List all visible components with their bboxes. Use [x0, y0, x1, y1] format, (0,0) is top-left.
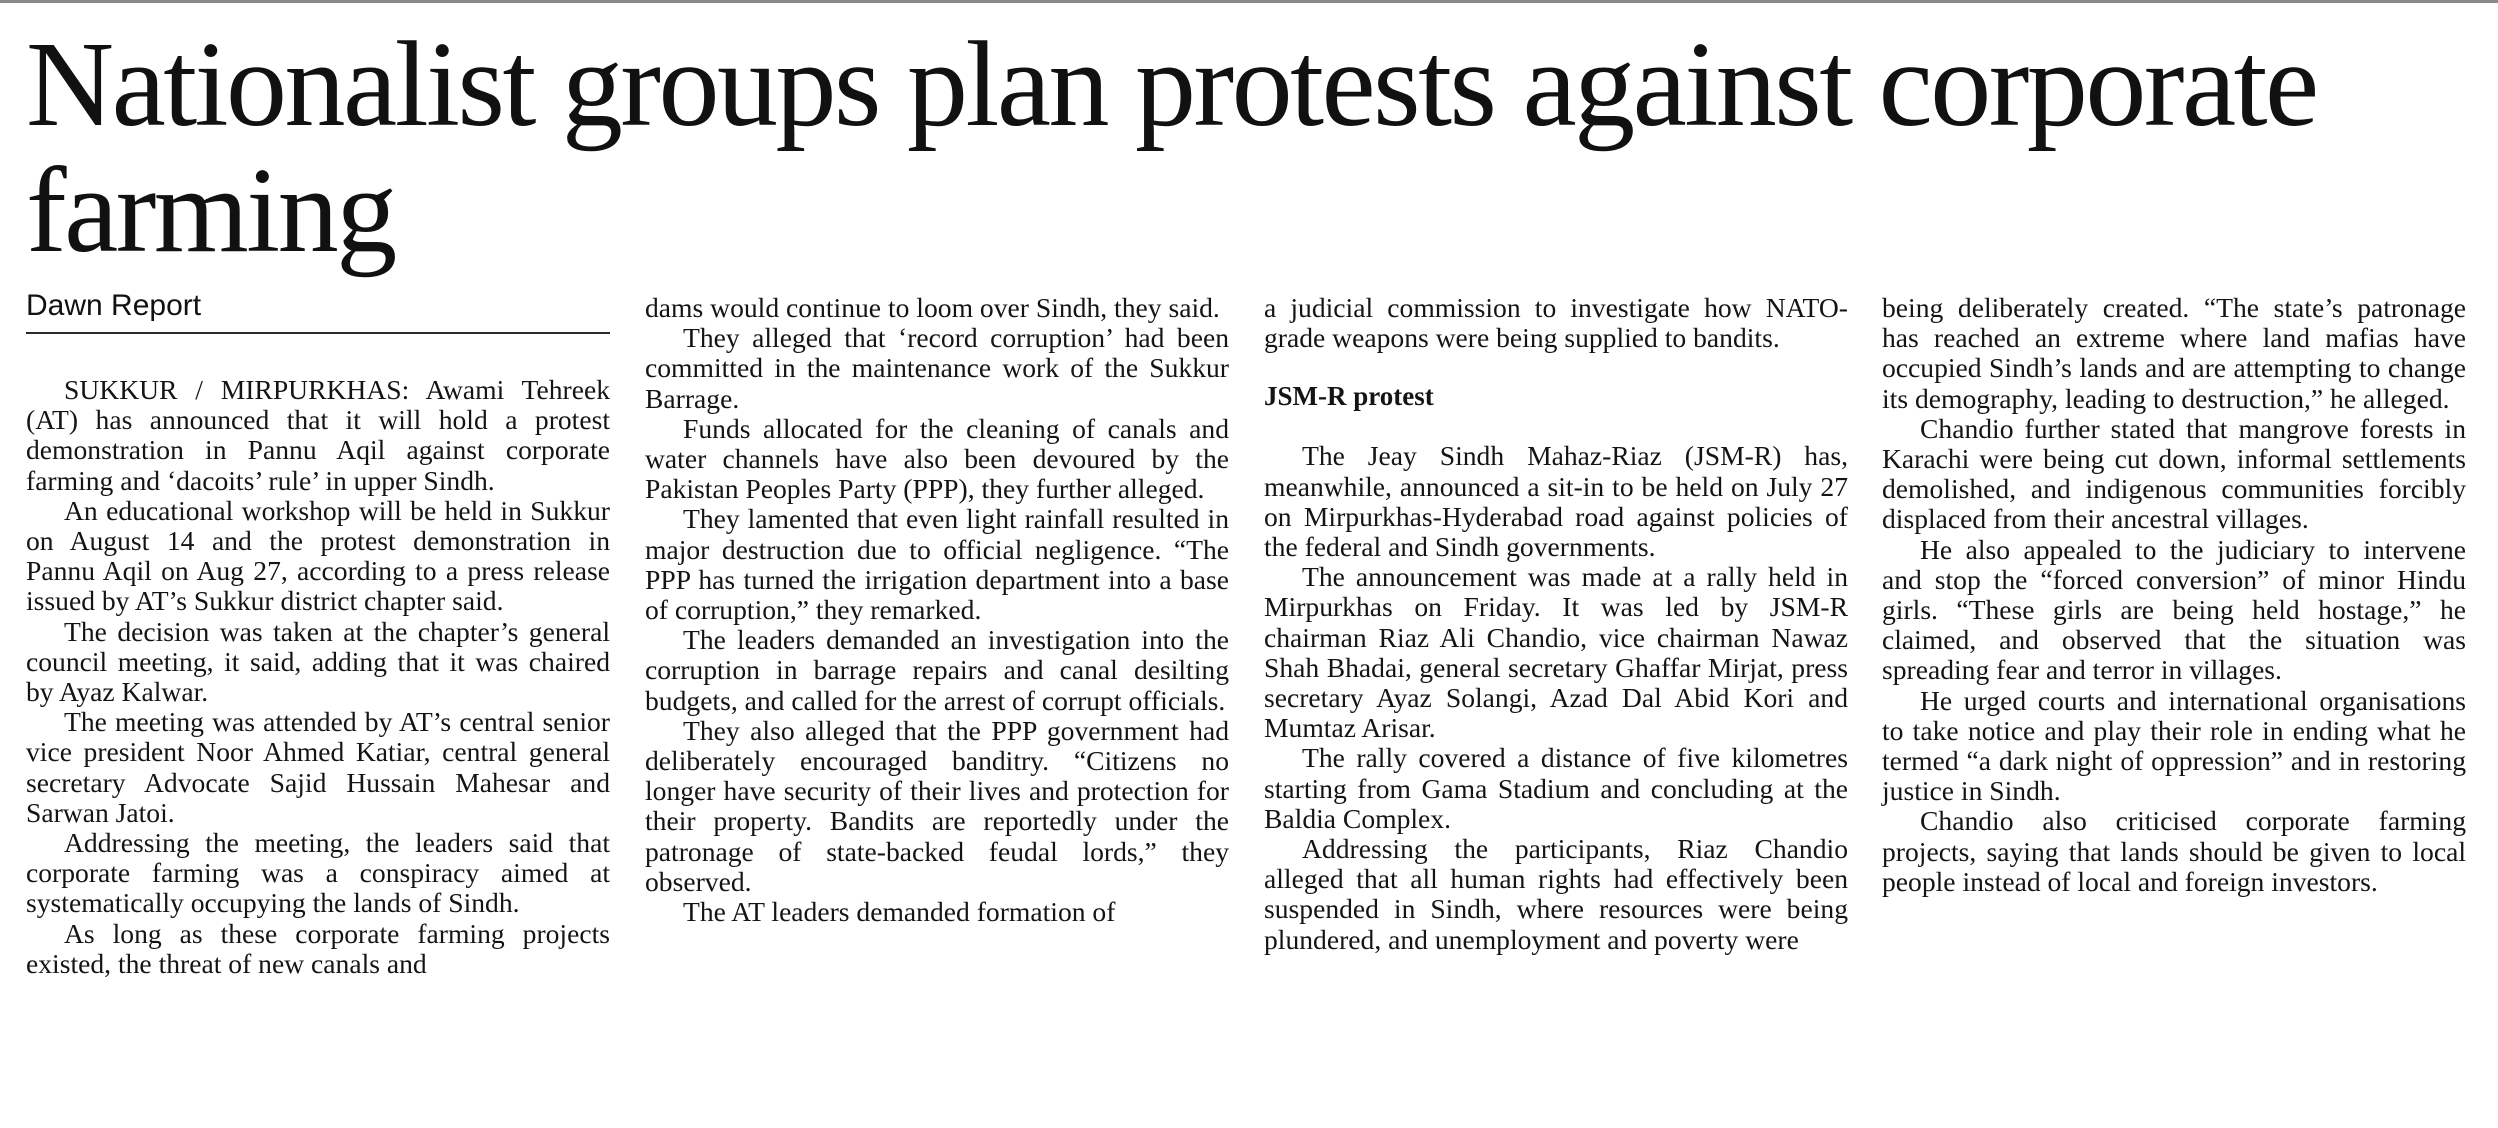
headline: Nationalist groups plan protests against corporate farming — [26, 17, 2317, 278]
paragraph: The rally covered a distance of five kilometres starting from Gama Stadium and concluding at the Baldia Complex. — [1264, 742, 1848, 834]
paragraph: SUKKUR / MIRPURKHAS: Awami Tehreek (AT) has announced that it will hold a protest demonstration in Pannu Aqil against corporate farming and ‘dacoits’ rule’ in upper Sindh. — [26, 374, 610, 496]
paragraph: Chandio further stated that mangrove forests in Karachi were being cut down, informal settlements demolished, and indigenous communities forcibly displaced from their ancestral villages. — [1882, 412, 2466, 535]
paragraph: An educational workshop will be held in Sukkur on August 14 and the protest demonstration in Pannu Aqil on Aug 27, according to a press release issued by AT’s Sukkur district chapter said. — [26, 494, 610, 617]
paragraph: The announcement was made at a rally held in Mirpurkhas on Friday. It was led by JSM-R chairman Riaz Ali Chandio, vice chairman Nawaz Shah Bhadai, general secretary Ghaffar Mirjat, press secretary Ayaz Solangi, Azad Dal Abid Kori and Mumtaz Arisar. — [1264, 561, 1848, 744]
paragraph: The meeting was attended by AT’s central senior vice president Noor Ahmed Katiar, central general secretary Advocate Sajid Hussain Mahesar and Sarwan Jatoi. — [26, 706, 610, 828]
paragraph: He also appealed to the judiciary to intervene and stop the “forced conversion” of minor Hindu girls. “These girls are being held hostage,” he claimed, and observed that the situation was spreading fear and terror in villages. — [1882, 533, 2466, 686]
paragraph: The Jeay Sindh Mahaz-Riaz (JSM-R) has, meanwhile, announced a sit-in to be held on July 27 on Mirpurkhas-Hyderabad road against policies of the federal and Sindh governments. — [1264, 440, 1848, 563]
paragraph: The leaders demanded an investigation into the corruption in barrage repairs and canal desilting budgets, and called for the arrest of corrupt officials. — [645, 624, 1229, 716]
paragraph: As long as these corporate farming projects existed, the threat of new canals and — [26, 917, 610, 979]
paragraph-continuation: dams would continue to loom over Sindh, they said. — [645, 292, 1220, 323]
paragraph: Addressing the meeting, the leaders said that corporate farming was a conspiracy aimed at systematically occupying the lands of Sindh. — [26, 827, 610, 919]
paragraph: He urged courts and international organisations to take notice and play their role in ending what he termed “a dark night of oppression” and in restoring justice in Sindh. — [1882, 684, 2466, 807]
paragraph: They also alleged that the PPP government had deliberately encouraged banditry. “Citizens no longer have security of their lives and protection for their property. Bandits are reportedly under the patronage of state-backed feudal lords,” they observed. — [645, 714, 1229, 897]
paragraph-continuation: being deliberately created. “The state’s patronage has reached an extreme where land mafias have occupied Sindh’s lands and are attempting to change its demography, leading to destruction,” he alleged. — [1882, 292, 2466, 414]
paragraph: The decision was taken at the chapter’s general council meeting, it said, adding that it was chaired by Ayaz Kalwar. — [26, 615, 610, 708]
subheading: JSM-R protest — [1264, 381, 1434, 412]
paragraph: Funds allocated for the cleaning of canals and water channels have also been devoured by the Pakistan Peoples Party (PPP), they further alleged. — [645, 412, 1229, 505]
article-column-1 — [26, 375, 610, 979]
paragraph: They lamented that even light rainfall resulted in major destruction due to official negligence. “The PPP has turned the irrigation department into a base of corruption,” they remarked. — [645, 503, 1229, 626]
paragraph: Chandio also criticised corporate farming projects, saying that lands should be given to local people instead of local and foreign investors. — [1882, 805, 2466, 897]
paragraph-continuation: a judicial commission to investigate how NATO-grade weapons were being supplied to bandits. — [1264, 292, 1848, 354]
article-column-4 — [1882, 293, 2466, 897]
paragraph: Addressing the participants, Riaz Chandio alleged that all human rights had effectively been suspended in Sindh, where resources were being plundered, and unemployment and poverty were — [1264, 833, 1848, 955]
byline: Dawn Report — [26, 288, 610, 334]
top-rule — [0, 0, 2498, 3]
paragraph: They alleged that ‘record corruption’ had been committed in the maintenance work of the Sukkur Barrage. — [645, 322, 1229, 414]
paragraph: The AT leaders demanded formation of — [683, 896, 1116, 928]
article-column-3 — [1264, 293, 1848, 955]
article-column-2 — [645, 293, 1229, 927]
